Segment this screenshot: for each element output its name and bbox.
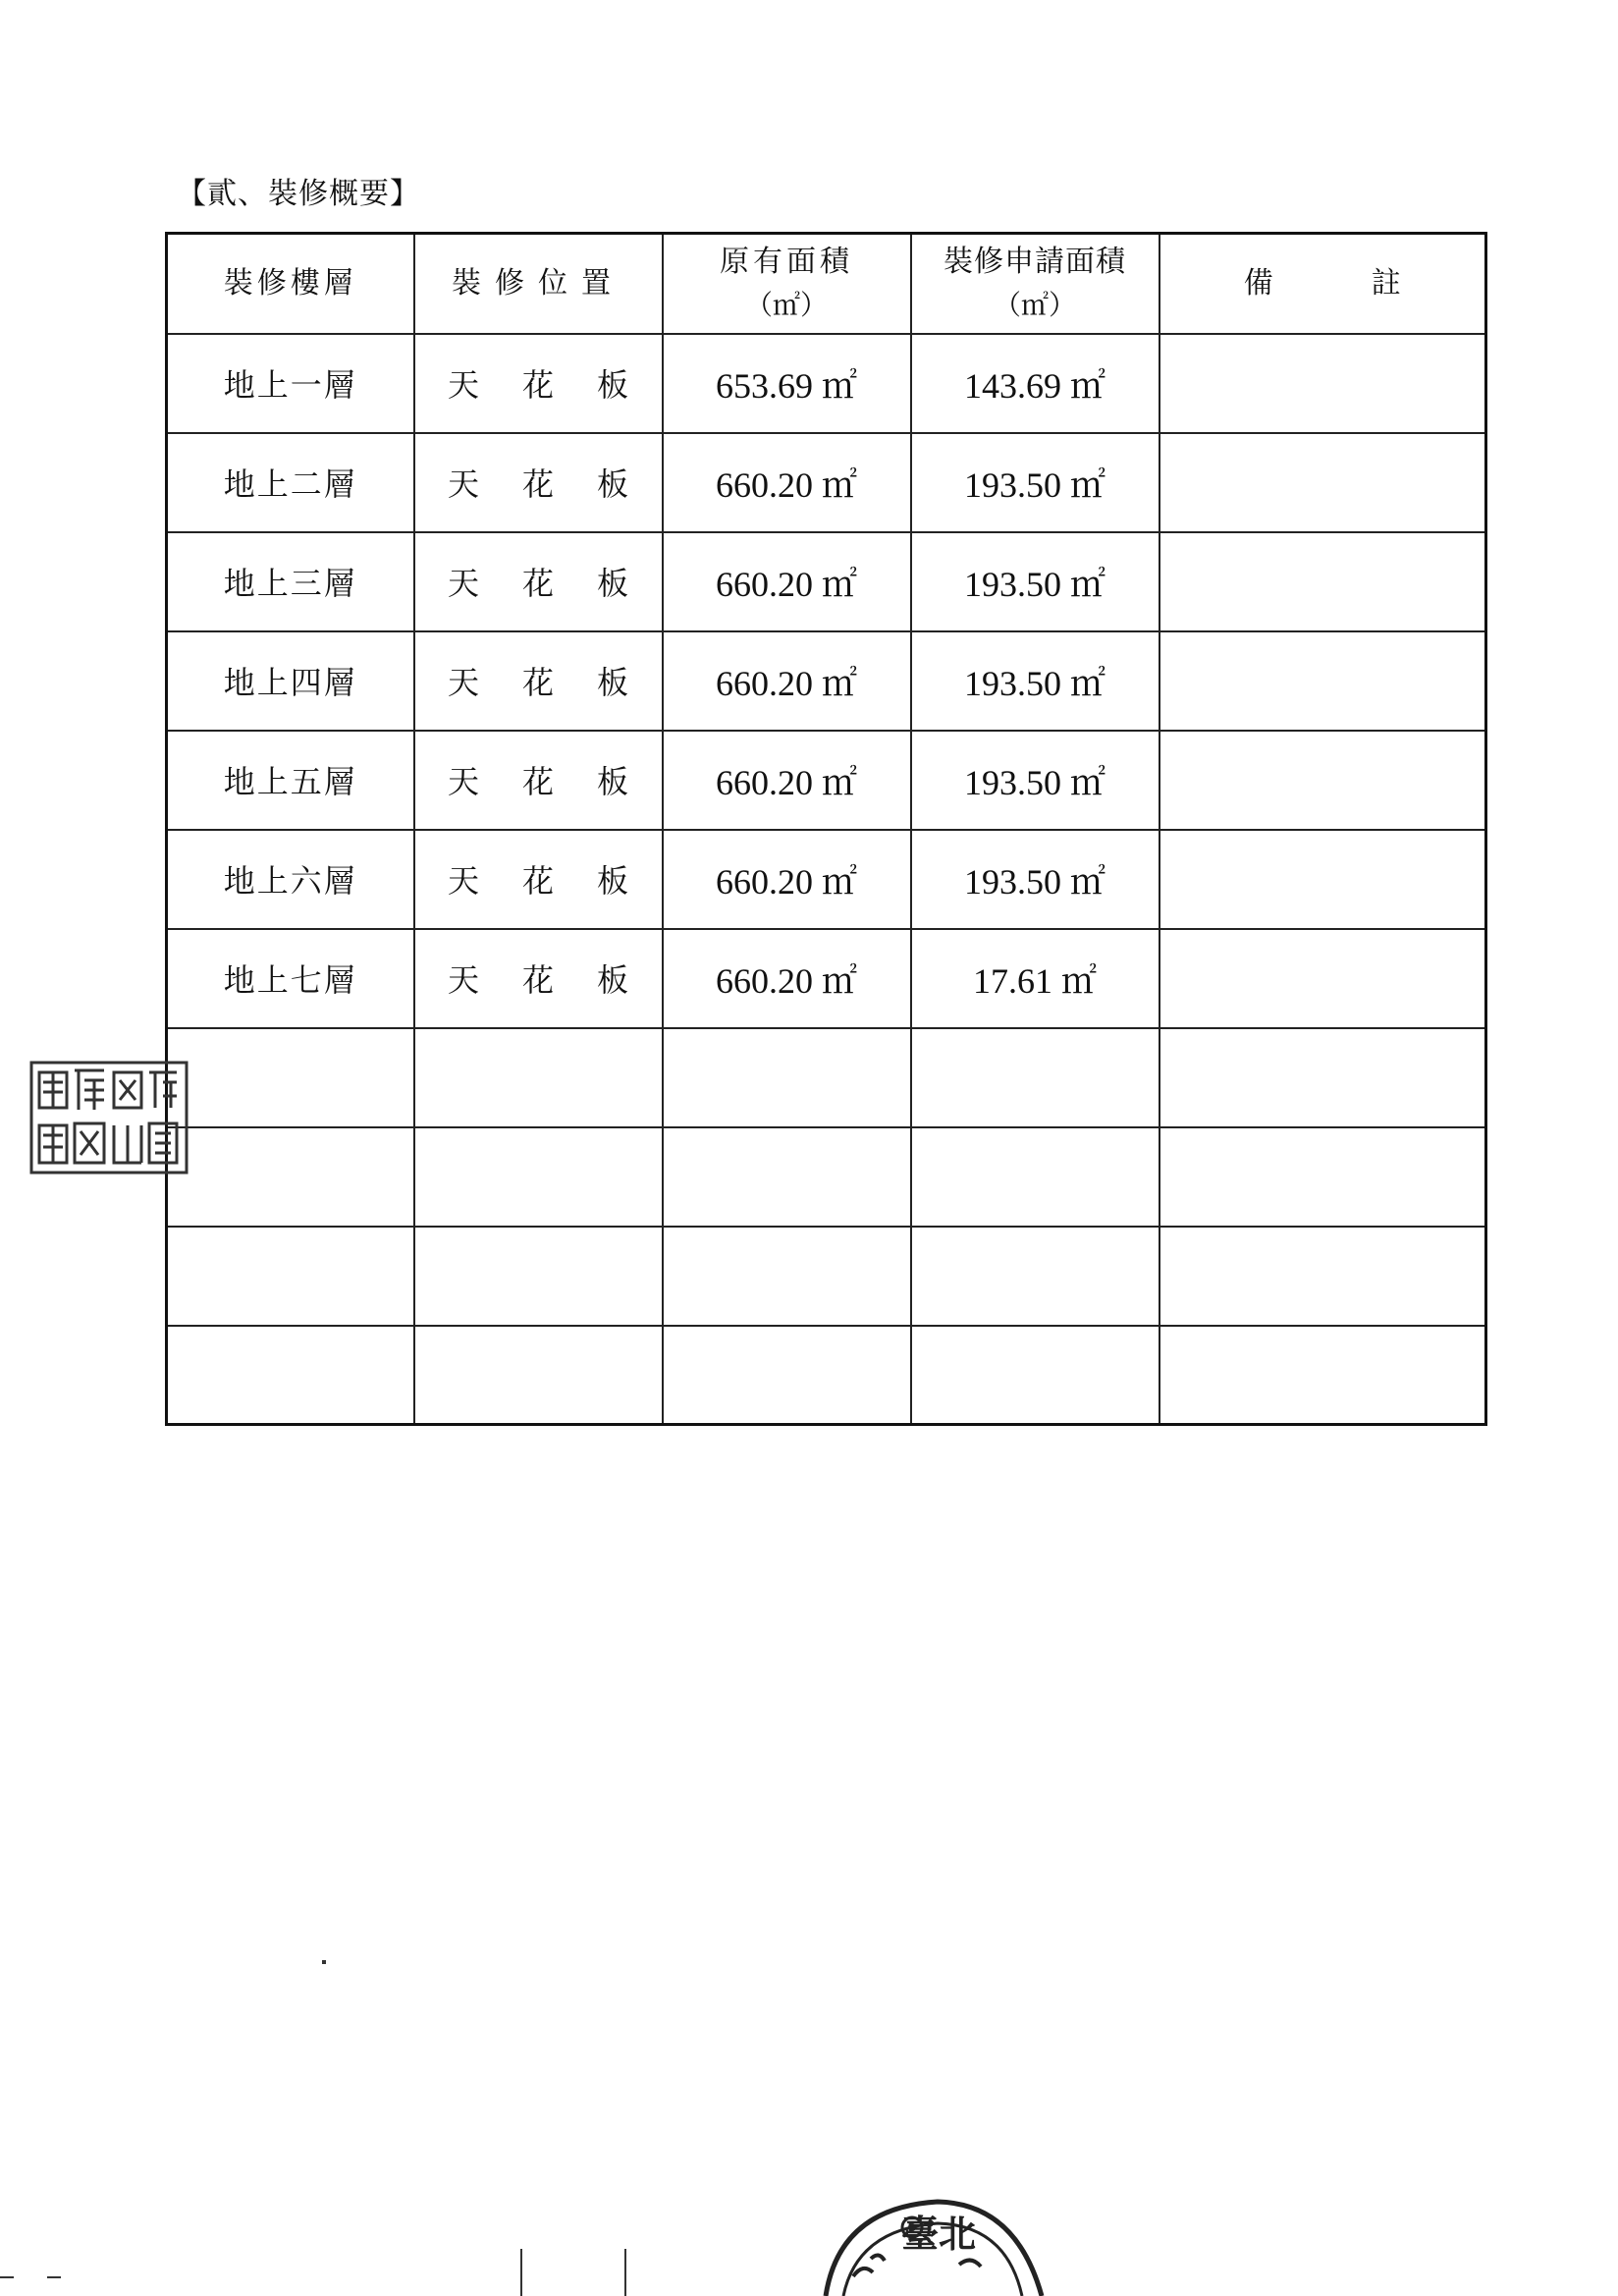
header-applied-area-unit: （㎡） [993, 288, 1076, 321]
empty-cell [911, 1227, 1160, 1326]
location-char: 花 [521, 366, 554, 404]
location-char: 天 [447, 961, 479, 999]
applied-area-cell: 193.50 ㎡ [911, 731, 1160, 830]
location-char: 板 [597, 565, 629, 602]
table-row [167, 532, 1486, 631]
empty-table-row [167, 1127, 1486, 1227]
table-row [167, 433, 1486, 532]
empty-table-row [167, 1326, 1486, 1425]
table-row [167, 631, 1486, 731]
section-title: 【貳、裝修概要】 [177, 177, 420, 211]
header-floor: 裝修樓層 [167, 234, 414, 334]
header-original-area-unit: （㎡） [744, 288, 828, 321]
side-stamp-seal [29, 1061, 189, 1175]
note-cell [1160, 731, 1486, 830]
location-char: 板 [597, 862, 629, 900]
floor-cell: 地上六層 [167, 830, 414, 929]
header-applied-area [911, 234, 1160, 334]
location-char: 板 [597, 763, 629, 800]
applied-area-cell: 17.61 ㎡ [911, 929, 1160, 1028]
floor-cell: 地上二層 [167, 433, 414, 532]
header-note [1160, 234, 1486, 334]
location-char: 花 [521, 961, 554, 999]
empty-cell [663, 1127, 911, 1227]
empty-cell [1160, 1028, 1486, 1127]
scan-mark-line [520, 2249, 522, 2296]
floor-cell: 地上三層 [167, 532, 414, 631]
scan-speck [322, 1960, 326, 1964]
original-area-cell: 660.20 ㎡ [663, 631, 911, 731]
floor-cell: 地上一層 [167, 334, 414, 433]
header-original-area [663, 234, 911, 334]
note-cell [1160, 532, 1486, 631]
header-location: 裝修位置 [414, 234, 663, 334]
location-char: 花 [521, 763, 554, 800]
floor-cell: 地上七層 [167, 929, 414, 1028]
empty-cell [414, 1227, 663, 1326]
location-cell [414, 929, 663, 1028]
table-row [167, 731, 1486, 830]
scan-mark-line [47, 2276, 61, 2278]
location-char: 天 [447, 664, 479, 701]
applied-area-cell: 193.50 ㎡ [911, 433, 1160, 532]
location-char: 板 [597, 664, 629, 701]
scan-mark-line [0, 2276, 14, 2278]
renovation-summary-table [165, 232, 1487, 1426]
location-char: 天 [447, 565, 479, 602]
location-cell [414, 433, 663, 532]
header-note-char-2: 註 [1371, 265, 1401, 301]
location-cell [414, 731, 663, 830]
location-char: 板 [597, 465, 629, 503]
location-char: 花 [521, 862, 554, 900]
empty-cell [167, 1127, 414, 1227]
table-body [167, 334, 1486, 1425]
empty-cell [663, 1028, 911, 1127]
empty-cell [911, 1028, 1160, 1127]
seal-text: 臺北 [901, 2212, 977, 2256]
floor-cell: 地上五層 [167, 731, 414, 830]
empty-cell [911, 1127, 1160, 1227]
applied-area-cell: 193.50 ㎡ [911, 631, 1160, 731]
original-area-cell: 660.20 ㎡ [663, 433, 911, 532]
location-char: 板 [597, 366, 629, 404]
header-applied-area-label: 裝修申請面積 [944, 244, 1126, 279]
table-row [167, 334, 1486, 433]
original-area-cell: 660.20 ㎡ [663, 830, 911, 929]
applied-area-cell: 193.50 ㎡ [911, 830, 1160, 929]
table-row [167, 929, 1486, 1028]
empty-cell [167, 1326, 414, 1425]
empty-cell [1160, 1127, 1486, 1227]
empty-cell [911, 1326, 1160, 1425]
table-header-row [167, 234, 1486, 334]
location-char: 天 [447, 862, 479, 900]
empty-cell [663, 1227, 911, 1326]
note-cell [1160, 334, 1486, 433]
location-char: 天 [447, 465, 479, 503]
original-area-cell: 653.69 ㎡ [663, 334, 911, 433]
note-cell [1160, 433, 1486, 532]
scan-mark-line [624, 2249, 626, 2296]
empty-cell [167, 1227, 414, 1326]
empty-table-row [167, 1227, 1486, 1326]
empty-cell [663, 1326, 911, 1425]
location-char: 天 [447, 366, 479, 404]
location-char: 花 [521, 465, 554, 503]
note-cell [1160, 631, 1486, 731]
original-area-cell: 660.20 ㎡ [663, 731, 911, 830]
applied-area-cell: 143.69 ㎡ [911, 334, 1160, 433]
empty-table-row [167, 1028, 1486, 1127]
empty-cell [414, 1127, 663, 1227]
empty-cell [414, 1028, 663, 1127]
location-char: 花 [521, 664, 554, 701]
note-cell [1160, 929, 1486, 1028]
floor-cell: 地上四層 [167, 631, 414, 731]
location-cell [414, 334, 663, 433]
header-original-area-label: 原有面積 [720, 244, 853, 279]
location-char: 板 [597, 961, 629, 999]
location-cell [414, 532, 663, 631]
applied-area-cell: 193.50 ㎡ [911, 532, 1160, 631]
original-area-cell: 660.20 ㎡ [663, 532, 911, 631]
location-cell [414, 830, 663, 929]
header-note-char-1: 備 [1243, 265, 1273, 301]
empty-cell [414, 1326, 663, 1425]
note-cell [1160, 830, 1486, 929]
table-row [167, 830, 1486, 929]
empty-cell [1160, 1326, 1486, 1425]
location-char: 天 [447, 763, 479, 800]
location-cell [414, 631, 663, 731]
empty-cell [1160, 1227, 1486, 1326]
location-char: 花 [521, 565, 554, 602]
original-area-cell: 660.20 ㎡ [663, 929, 911, 1028]
empty-cell [167, 1028, 414, 1127]
